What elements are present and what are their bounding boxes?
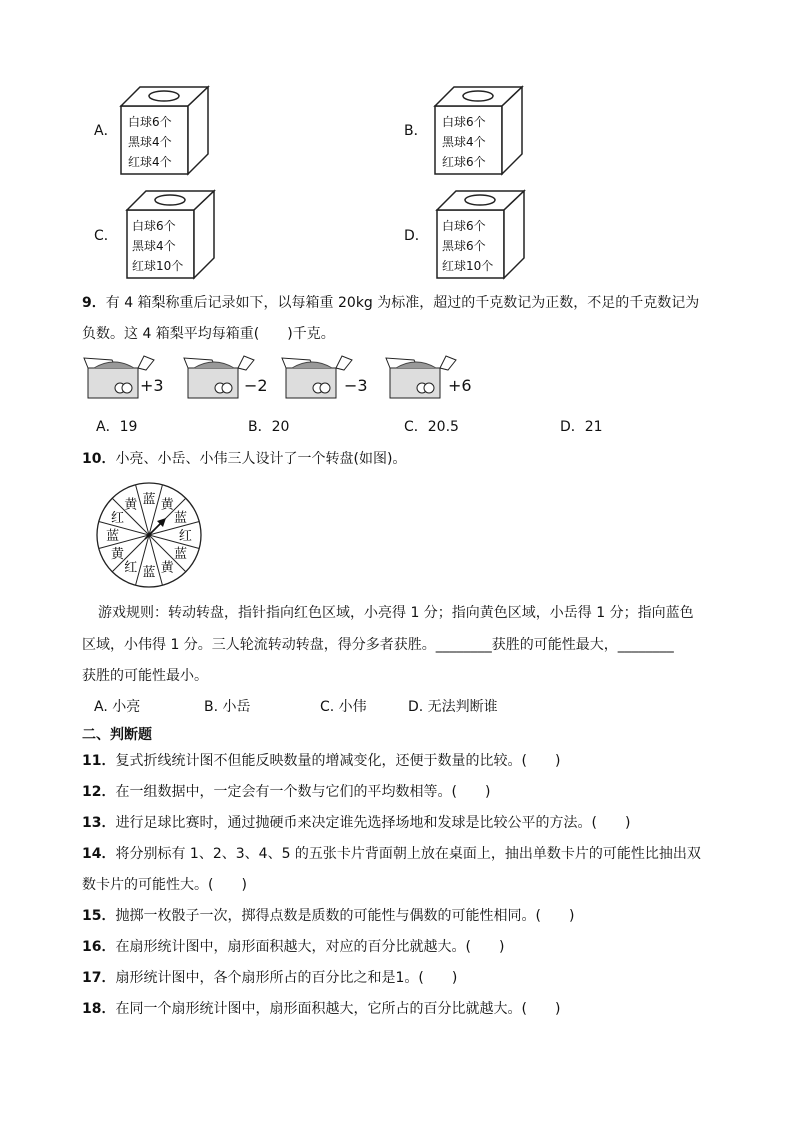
ball-count-red: 红球4个 (128, 155, 172, 169)
sector-label: 红 (124, 560, 138, 576)
question-16 (82, 936, 504, 956)
ball-count-white: 白球6个 (132, 219, 176, 233)
spinner-wheel (94, 480, 204, 590)
question-11 (82, 750, 560, 770)
question-text: 将分别标有 1、2、3、4、5 的五张卡片背面朝上放在桌面上，抽出单数卡片的可能性比抽出双 (115, 846, 701, 862)
ball-box-c (124, 190, 216, 282)
sector-label: 蓝 (174, 510, 188, 526)
question-12 (82, 781, 490, 801)
sector-label: 红 (110, 510, 124, 526)
weight-diff-1: +3 (140, 376, 164, 395)
weight-diff-3: −3 (344, 376, 368, 395)
option-b-letter: B． (404, 123, 428, 139)
option-d: D．21 (560, 419, 603, 435)
option-b: B. 小岳 (204, 699, 251, 715)
question-text: 有 4 箱梨称重后记录如下，以每箱重 20kg 为标准，超过的千克数记为正数，不足的千克数记为 (105, 295, 700, 311)
game-rule-line1: 游戏规则：转动转盘，指针指向红色区域，小亮得 1 分；指向黄色区域，小岳得 1 分；指向蓝色 (98, 605, 694, 621)
question-text: 抛掷一枚骰子一次，掷得点数是质数的可能性与偶数的可能性相同。( ) (115, 908, 575, 924)
ball-count-black: 黑球4个 (128, 135, 172, 149)
question-number: 18． (82, 1001, 116, 1017)
game-rule-line2: 区域，小伟得 1 分。三人轮流转动转盘，得分多者获胜。________获胜的可能性最大，________ (82, 637, 674, 653)
question-number: 11． (82, 753, 116, 769)
option-a: A．19 (96, 419, 138, 435)
question-number: 16． (82, 939, 116, 955)
game-rule-line3: 获胜的可能性最小。 (82, 668, 208, 684)
question-18 (82, 998, 560, 1018)
ball-count-black: 黑球4个 (132, 239, 176, 253)
sector-label: 黄 (160, 560, 174, 576)
ball-count-red: 红球10个 (132, 259, 184, 273)
question-number: 9． (82, 295, 106, 311)
ball-count-red: 红球6个 (442, 155, 486, 169)
option-c: C．20.5 (404, 419, 459, 435)
question-13 (82, 812, 630, 832)
sector-label: 黄 (110, 547, 124, 563)
question-number: 15． (82, 908, 116, 924)
sector-label: 蓝 (174, 547, 188, 563)
ball-count-white: 白球6个 (442, 219, 486, 233)
question-9 (82, 292, 699, 312)
question-15 (82, 905, 574, 925)
option-d-letter: D． (404, 228, 429, 244)
question-9-line2: 负数。这 4 箱梨平均每箱重( )千克。 (82, 326, 335, 342)
ball-count-red: 红球10个 (442, 259, 494, 273)
option-b: B．20 (248, 419, 290, 435)
question-number: 13． (82, 815, 116, 831)
option-c: C. 小伟 (320, 699, 367, 715)
question-text: 复式折线统计图不但能反映数量的增减变化，还便于数量的比较。( ) (115, 753, 561, 769)
question-14-line2: 数卡片的可能性大。( ) (82, 877, 247, 893)
weight-diff-4: +6 (448, 376, 472, 395)
sector-label: 红 (178, 529, 192, 544)
question-number: 10． (82, 451, 116, 467)
section-title: 二、判断题 (82, 727, 152, 743)
question-text: 在扇形统计图中，扇形面积越大，对应的百分比就越大。( ) (115, 939, 505, 955)
spinner-wheel-drawing (94, 480, 204, 590)
ball-box-d (434, 190, 526, 282)
ball-box-a (118, 86, 210, 178)
question-14 (82, 843, 701, 863)
question-text: 小亮、小岳、小伟三人设计了一个转盘(如图)。 (115, 451, 407, 467)
ball-count-white: 白球6个 (128, 115, 172, 129)
pear-boxes (76, 354, 476, 402)
option-a: A. 小亮 (94, 699, 141, 715)
question-text: 扇形统计图中，各个扇形所占的百分比之和是1。( ) (115, 970, 458, 986)
question-text: 进行足球比赛时，通过抛硬币来决定谁先选择场地和发球是比较公平的方法。( ) (115, 815, 631, 831)
ball-count-black: 黑球6个 (442, 239, 486, 253)
ball-count-white: 白球6个 (442, 115, 486, 129)
pear-crate-icons (76, 354, 476, 402)
weight-diff-2: −2 (244, 376, 268, 395)
option-d: D. 无法判断谁 (408, 699, 498, 715)
option-a-letter: A． (94, 123, 118, 139)
question-17 (82, 967, 457, 987)
ball-box-b (432, 86, 524, 178)
sector-label: 黄 (124, 497, 138, 513)
question-10 (82, 448, 406, 468)
sector-label: 黄 (160, 497, 174, 513)
question-text: 在一组数据中，一定会有一个数与它们的平均数相等。( ) (115, 784, 491, 800)
sector-label: 蓝 (106, 529, 120, 544)
ball-count-black: 黑球4个 (442, 135, 486, 149)
sector-label: 蓝 (142, 565, 156, 581)
question-number: 14． (82, 846, 116, 862)
question-number: 12． (82, 784, 116, 800)
option-c-letter: C． (94, 228, 118, 244)
sector-label: 蓝 (142, 492, 156, 508)
question-text: 在同一个扇形统计图中，扇形面积越大，它所占的百分比就越大。( ) (115, 1001, 561, 1017)
question-number: 17． (82, 970, 116, 986)
